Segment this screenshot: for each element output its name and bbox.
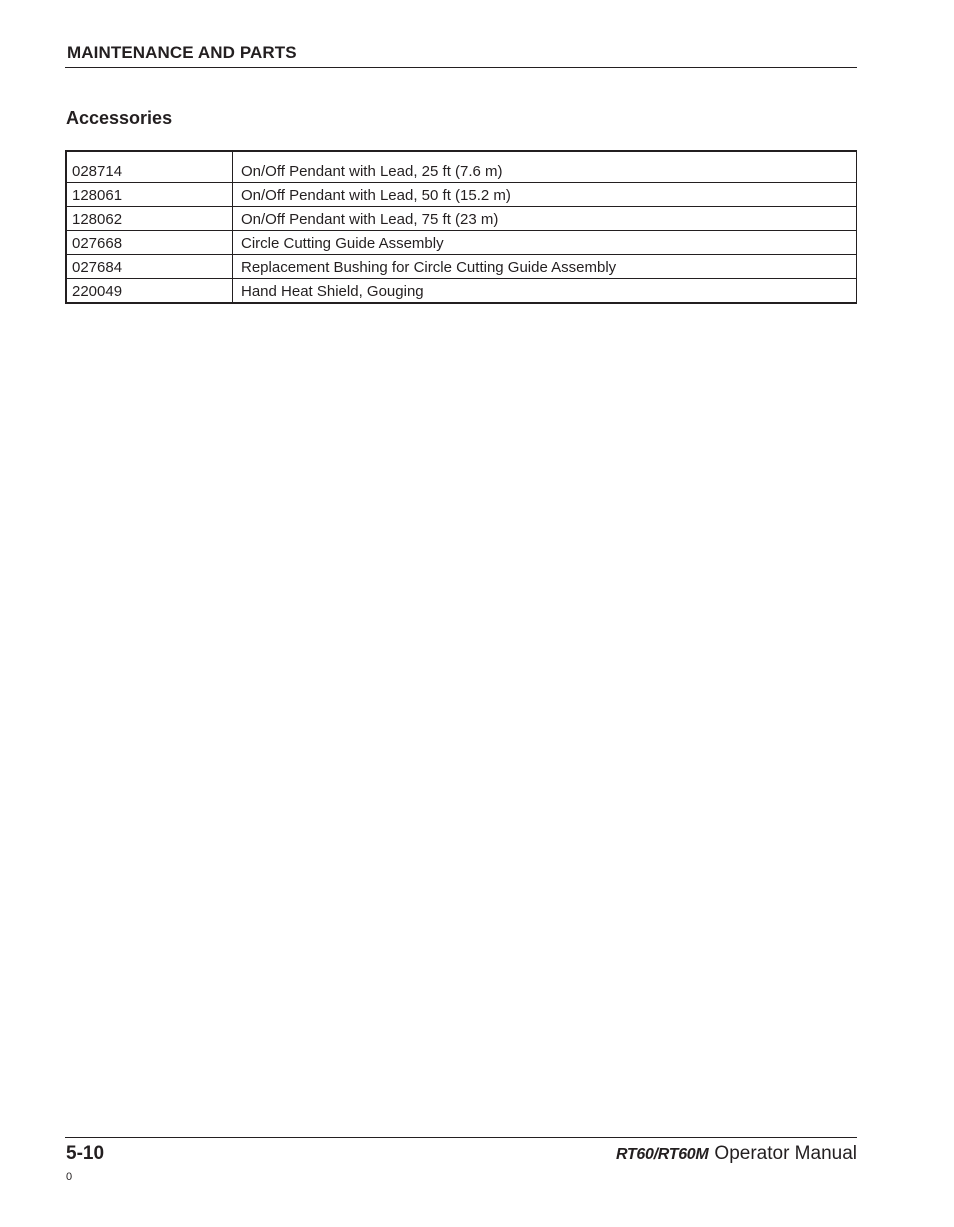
header-divider	[65, 67, 857, 68]
description-cell: Hand Heat Shield, Gouging	[233, 279, 857, 304]
description-cell: On/Off Pendant with Lead, 50 ft (15.2 m)	[233, 183, 857, 207]
description-cell: On/Off Pendant with Lead, 75 ft (23 m)	[233, 207, 857, 231]
part-number-cell: 128062	[66, 207, 233, 231]
manual-type: Operator Manual	[714, 1143, 857, 1164]
accessories-table	[65, 150, 857, 304]
table-row	[66, 279, 857, 304]
footer-divider	[65, 1137, 857, 1138]
part-number-cell: 028714	[66, 151, 233, 183]
section-header: MAINTENANCE AND PARTS	[67, 43, 297, 62]
table-row	[66, 231, 857, 255]
revision-number: 0	[66, 1171, 73, 1183]
table-row	[66, 151, 857, 183]
model-name: RT60/RT60M	[615, 1146, 709, 1163]
table-row	[66, 207, 857, 231]
page-title: Accessories	[66, 108, 173, 128]
part-number-cell: 027684	[66, 255, 233, 279]
description-cell: Replacement Bushing for Circle Cutting Guide Assembly	[233, 255, 857, 279]
part-number-cell: 027668	[66, 231, 233, 255]
description-cell: Circle Cutting Guide Assembly	[233, 231, 857, 255]
page-number: 5-10	[66, 1143, 105, 1164]
table-row	[66, 183, 857, 207]
part-number-cell: 220049	[66, 279, 233, 304]
description-cell: On/Off Pendant with Lead, 25 ft (7.6 m)	[233, 151, 857, 183]
part-number-cell: 128061	[66, 183, 233, 207]
table-row	[66, 255, 857, 279]
manual-title	[616, 1143, 857, 1165]
